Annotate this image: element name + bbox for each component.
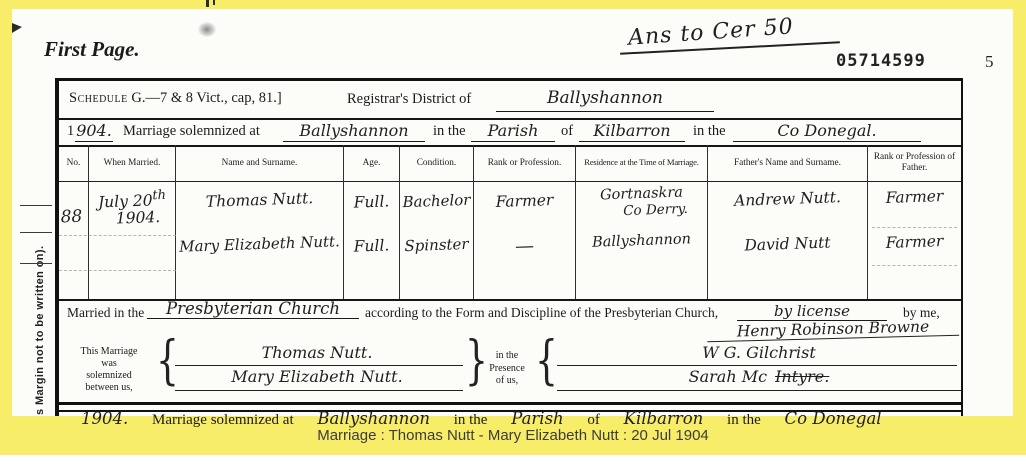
header-father-rank: Rank or Profession of Father. [873, 152, 956, 173]
schedule-title [69, 90, 282, 107]
header-when-married: When Married. [89, 145, 176, 181]
partial-label1: Marriage solemnized at [152, 412, 294, 428]
signature-section [59, 331, 961, 399]
presence-label-block: in the Presence of us, [489, 350, 525, 386]
record-caption: Marriage : Thomas Nutt - Mary Elizabeth Nutt : 20 Jul 1904 [317, 427, 709, 444]
county-value: Co Donegal. [733, 119, 921, 142]
solemnized-label: Marriage solemnized at [123, 123, 260, 139]
groom-name: Thomas Nutt. [205, 189, 314, 211]
cell-conditions [400, 181, 474, 299]
cell-residences [576, 181, 708, 299]
groom-rank: Farmer [495, 190, 554, 212]
partial-year: 1904. [81, 409, 129, 428]
groom-signature: Thomas Nutt. [261, 343, 373, 362]
partial-label3: of [587, 412, 600, 428]
bride-residence: Ballyshannon [591, 231, 692, 251]
partial-label2: in the [453, 412, 488, 428]
partial-county: Co Donegal [784, 409, 882, 428]
signature-line [175, 390, 463, 391]
margin-tick [20, 263, 52, 264]
header-age: Age. [344, 145, 400, 181]
header-condition: Condition. [400, 145, 474, 181]
header-rank: Rank or Profession. [474, 145, 576, 181]
handwritten-annotation: Ans to Cer 50 [627, 14, 795, 51]
header-father: Father's Name and Surname. [708, 145, 868, 181]
solemnized-label-block: This Marriage was solemnized between us, [80, 346, 138, 393]
bride-father-rank: Farmer [885, 231, 944, 253]
scan-artifact [206, 0, 209, 7]
partial-parish: Kilbarron [623, 409, 704, 428]
partial-place: Ballyshannon [317, 409, 430, 428]
district-label: Registrar's District of [347, 91, 472, 107]
bride-age: Full. [353, 236, 390, 256]
married-in-label: Married in the [67, 305, 145, 320]
church-value: Presbyterian Church [147, 299, 359, 319]
solemnized-row [59, 118, 961, 147]
date-superscript: th [152, 187, 167, 204]
brace-close-couple: } [465, 331, 488, 392]
scan-ruled-line [59, 270, 176, 271]
brace-open-couple: { [156, 331, 179, 392]
page-heading: First Page. [44, 37, 140, 61]
district-value: Ballyshannon [496, 83, 714, 112]
groom-residence-line1: Gortnaskra [599, 184, 684, 204]
cell-father-ranks [868, 181, 961, 299]
cell-names [176, 181, 344, 299]
scanned-register-page [12, 9, 1013, 428]
cell-ranks [474, 181, 576, 299]
next-record-partial [67, 409, 896, 429]
schedule-title-word: Schedule [69, 90, 128, 106]
groom-father: Andrew Nutt. [733, 188, 842, 210]
bride-name: Mary Elizabeth Nutt. [178, 232, 341, 256]
partial-label4: in the [727, 412, 761, 428]
of-label: of [561, 123, 574, 139]
stamp-number: 05714599 [836, 51, 926, 71]
by-license-value: by license [737, 302, 887, 321]
scan-smudge [198, 22, 216, 37]
margin-tick [20, 232, 52, 233]
groom-residence-line2: Co Derry. [622, 200, 689, 220]
marriage-record-row [59, 181, 961, 301]
margin-note: s Margin not to be written on). [34, 245, 46, 415]
groom-condition: Bachelor [402, 190, 471, 212]
division-value: Parish [471, 119, 555, 142]
year-prefix: 1 [67, 123, 75, 139]
cell-no [59, 181, 89, 299]
header-name-surname: Name and Surname. [176, 145, 344, 181]
signature-line [557, 365, 957, 366]
schedule-title-rest: G.—7 & 8 Vict., cap, 81.] [131, 90, 282, 106]
margin-tick [20, 205, 52, 206]
bride-father: David Nutt [744, 233, 831, 255]
cell-ages [344, 181, 400, 299]
witness2-struck-text: Intyre. [775, 367, 830, 386]
ceremony-section [59, 299, 961, 343]
signature-line [557, 390, 961, 391]
scan-ruled-line [872, 265, 957, 266]
table-header-row [59, 145, 961, 182]
scan-artifact [213, 0, 215, 5]
marriage-date-line1: July 20th [97, 187, 167, 212]
according-label: according to the Form and Discipline of the Presbyterian Church, [365, 305, 719, 320]
header-no: No. [59, 145, 89, 181]
in-the-label-2: in the [693, 123, 726, 139]
schedule-form [55, 78, 963, 428]
bride-condition: Spinster [404, 234, 469, 256]
marriage-date-line2: 1904. [115, 208, 161, 228]
schedule-title-row [59, 81, 961, 120]
brace-open-witnesses: { [535, 331, 558, 392]
signature-line [175, 365, 463, 366]
witness2-signature: Sarah Mc Intyre. [688, 367, 830, 386]
officiant-signature: Henry Robinson Browne [707, 317, 959, 343]
scan-corner-mark [12, 23, 22, 33]
partial-division: Parish [511, 409, 564, 428]
in-the-label-1: in the [433, 123, 466, 139]
cell-when-married [89, 181, 176, 299]
by-me-label: by me, [903, 305, 940, 320]
sheet-number: 5 [985, 52, 994, 71]
parish-value: Kilbarron [579, 119, 685, 142]
scan-ruled-line [872, 227, 957, 228]
bride-rank: — [514, 234, 535, 258]
bride-signature: Mary Elizabeth Nutt. [231, 367, 403, 386]
place-value: Ballyshannon [283, 119, 425, 142]
scan-ruled-line [59, 235, 176, 236]
header-residence: Residence at the Time of Marriage. [576, 145, 708, 181]
groom-age: Full. [353, 192, 390, 212]
year-value: 904. [76, 121, 112, 140]
groom-father-rank: Farmer [885, 186, 944, 208]
witness1-signature: W G. Gilchrist [702, 343, 816, 362]
record-number: 88 [60, 206, 83, 228]
cell-fathers [708, 181, 868, 299]
